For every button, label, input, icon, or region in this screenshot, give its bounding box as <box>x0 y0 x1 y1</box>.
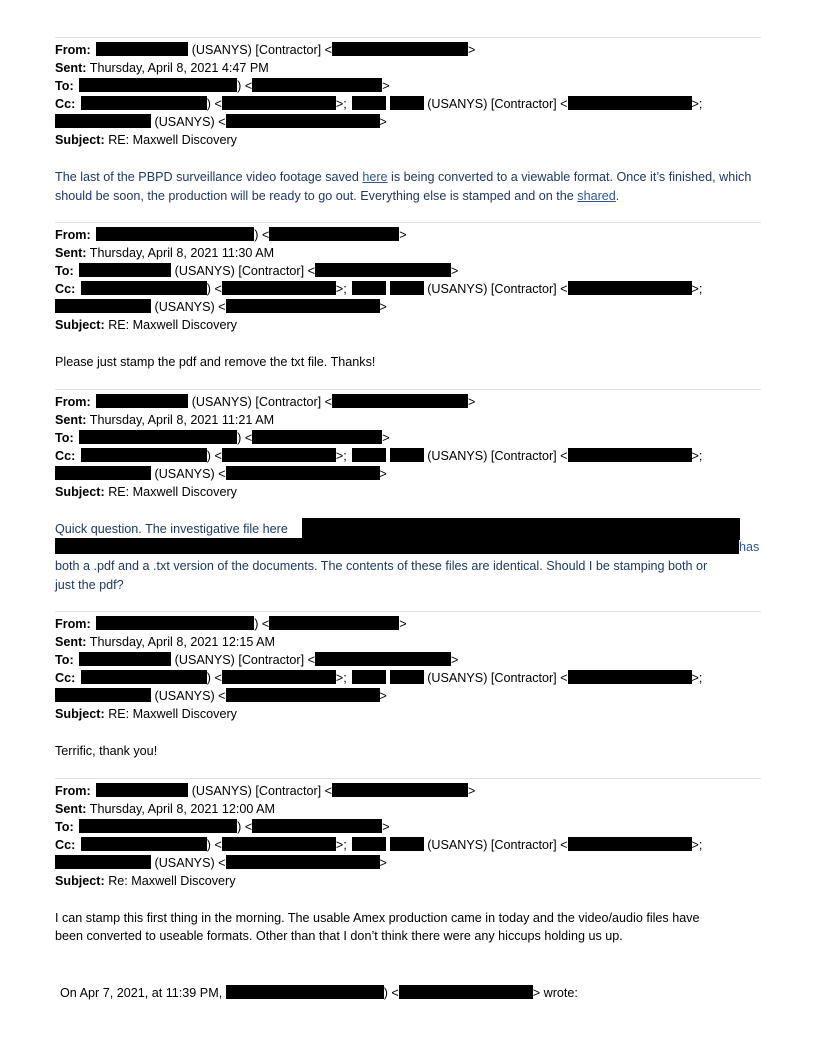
redaction <box>352 96 386 110</box>
cc-line-cont: (USANYS) < > <box>55 854 761 872</box>
to-line: To: ) < > <box>55 819 390 834</box>
redaction <box>352 670 386 684</box>
redaction <box>81 837 207 851</box>
redaction <box>390 448 424 462</box>
from-line: From: (USANYS) [Contractor] < > <box>55 43 476 57</box>
redaction <box>252 819 382 833</box>
redaction <box>96 42 188 56</box>
redaction <box>222 96 336 110</box>
redaction <box>79 652 171 666</box>
subject-text: RE: Maxwell Discovery <box>108 133 237 147</box>
separator <box>55 778 761 779</box>
email-header <box>55 393 761 501</box>
redaction <box>55 299 151 313</box>
cc-line: Cc: ) < >; (USANYS) [Contractor] < >; <box>55 97 703 111</box>
redaction <box>226 855 380 869</box>
redaction <box>332 42 468 56</box>
sent-line: Sent: Thursday, April 8, 2021 11:21 AM <box>55 412 275 427</box>
redaction <box>96 394 188 408</box>
cc-line: Cc: ) < >; (USANYS) [Contractor] < >; <box>55 837 703 852</box>
separator <box>55 611 761 612</box>
link-has[interactable]: has <box>739 540 760 555</box>
from-line: From: (USANYS) [Contractor] < > <box>55 394 476 409</box>
redaction <box>352 281 386 295</box>
email-header <box>55 782 761 890</box>
shared-link[interactable]: shared <box>577 188 616 203</box>
subject-line: Subject: RE: Maxwell Discovery <box>55 707 237 722</box>
redaction <box>315 652 451 666</box>
to-line: To: (USANYS) [Contractor] < > <box>55 264 459 279</box>
separator <box>55 389 761 390</box>
redaction <box>79 819 237 833</box>
sent-date: Thursday, April 8, 2021 4:47 PM <box>89 61 269 75</box>
redaction <box>568 837 692 851</box>
email-header <box>55 41 761 149</box>
redaction <box>315 263 451 277</box>
redaction <box>332 783 468 797</box>
redaction <box>226 114 380 128</box>
redaction <box>352 448 386 462</box>
redaction <box>81 281 207 295</box>
redaction <box>222 281 336 295</box>
redaction <box>81 96 207 110</box>
redaction <box>390 670 424 684</box>
redaction <box>96 227 254 241</box>
redaction <box>390 837 424 851</box>
redaction <box>55 688 151 702</box>
cc-line-cont: (USANYS) < > <box>55 113 761 131</box>
separator <box>55 222 761 223</box>
redaction <box>252 430 382 444</box>
cc-line: Cc: ) < >; (USANYS) [Contractor] < >; <box>55 448 703 463</box>
subject-line: Subject: RE: Maxwell Discovery <box>55 133 237 147</box>
email-body: The last of the PBPD surveillance video footage saved here is being converted to a viewable format. Once it’s finished, which should be soon, the production will be ready to go out. Everything else is stamped and on the shared. <box>55 170 752 203</box>
redaction <box>568 96 692 110</box>
sent-line: Sent: Thursday, April 8, 2021 12:15 AM <box>55 635 276 650</box>
cc-line-cont: (USANYS) < > <box>55 687 761 705</box>
redaction <box>226 688 380 702</box>
redaction <box>96 616 254 630</box>
email-header <box>55 226 761 334</box>
email-thread <box>55 37 761 963</box>
redaction <box>269 227 399 241</box>
sent-line: Sent: Thursday, April 8, 2021 12:00 AM <box>55 801 276 816</box>
redaction <box>55 114 151 128</box>
redaction <box>226 299 380 313</box>
to-line: To: ) < > <box>55 430 390 445</box>
redaction <box>568 670 692 684</box>
redaction <box>81 670 207 684</box>
redaction <box>226 466 380 480</box>
redaction <box>222 837 336 851</box>
to-line: To: (USANYS) [Contractor] < > <box>55 653 459 668</box>
email-body: I can stamp this first thing in the morning. The usable Amex production came in today and the video/audio files have been converted to useable formats. Other than that I don’t think there were any hiccups holding us up. <box>55 910 700 944</box>
redaction <box>222 670 336 684</box>
sent-line: Sent: Thursday, April 8, 2021 4:47 PM <box>55 61 269 75</box>
subject-line: Subject: RE: Maxwell Discovery <box>55 484 237 499</box>
subject-line: Subject: RE: Maxwell Discovery <box>55 318 237 333</box>
cc-line: Cc: ) < >; (USANYS) [Contractor] < >; <box>55 671 703 686</box>
to-line: To: ) < > <box>55 79 390 93</box>
redaction <box>390 96 424 110</box>
email-body: Please just stamp the pdf and remove the txt file. Thanks! <box>55 355 376 370</box>
redaction <box>399 985 533 999</box>
sender-org: (USANYS) [Contractor] < <box>191 43 333 57</box>
email-body: Terrific, thank you! <box>55 744 158 759</box>
redaction <box>96 783 188 797</box>
cc-line-cont: (USANYS) < > <box>55 465 761 483</box>
redaction <box>222 448 336 462</box>
redaction <box>332 394 468 408</box>
redaction <box>55 855 151 869</box>
redaction <box>568 448 692 462</box>
redaction <box>390 281 424 295</box>
redaction <box>55 538 739 554</box>
redaction <box>79 78 237 92</box>
here-link[interactable]: here <box>362 170 388 184</box>
cc-line-cont: (USANYS) < > <box>55 298 761 316</box>
quoted-header: On Apr 7, 2021, at 11:39 PM, ) < > wrote: <box>60 986 578 1000</box>
redaction <box>79 263 171 277</box>
from-line: From: (USANYS) [Contractor] < > <box>55 783 476 798</box>
redaction <box>568 281 692 295</box>
from-line: From: ) < > <box>55 617 407 632</box>
redaction <box>252 78 382 92</box>
subject-line: Subject: Re: Maxwell Discovery <box>55 873 236 888</box>
redaction <box>302 518 740 540</box>
cc-line: Cc: ) < >; (USANYS) [Contractor] < >; <box>55 282 703 297</box>
redaction <box>55 466 151 480</box>
redaction <box>269 616 399 630</box>
email-header <box>55 615 761 723</box>
separator <box>55 37 761 38</box>
sent-line: Sent: Thursday, April 8, 2021 11:30 AM <box>55 246 275 261</box>
from-line: From: ) < > <box>55 228 407 243</box>
email-body: Quick question. The investigative file here has both a .pdf and a .txt version of the documents. The contents of these files are identical. Should I be stamping both or just the pdf? <box>55 520 761 594</box>
redaction <box>352 837 386 851</box>
redaction <box>81 448 207 462</box>
from-label: From: <box>55 43 91 57</box>
redaction <box>226 985 384 999</box>
redaction <box>79 430 237 444</box>
